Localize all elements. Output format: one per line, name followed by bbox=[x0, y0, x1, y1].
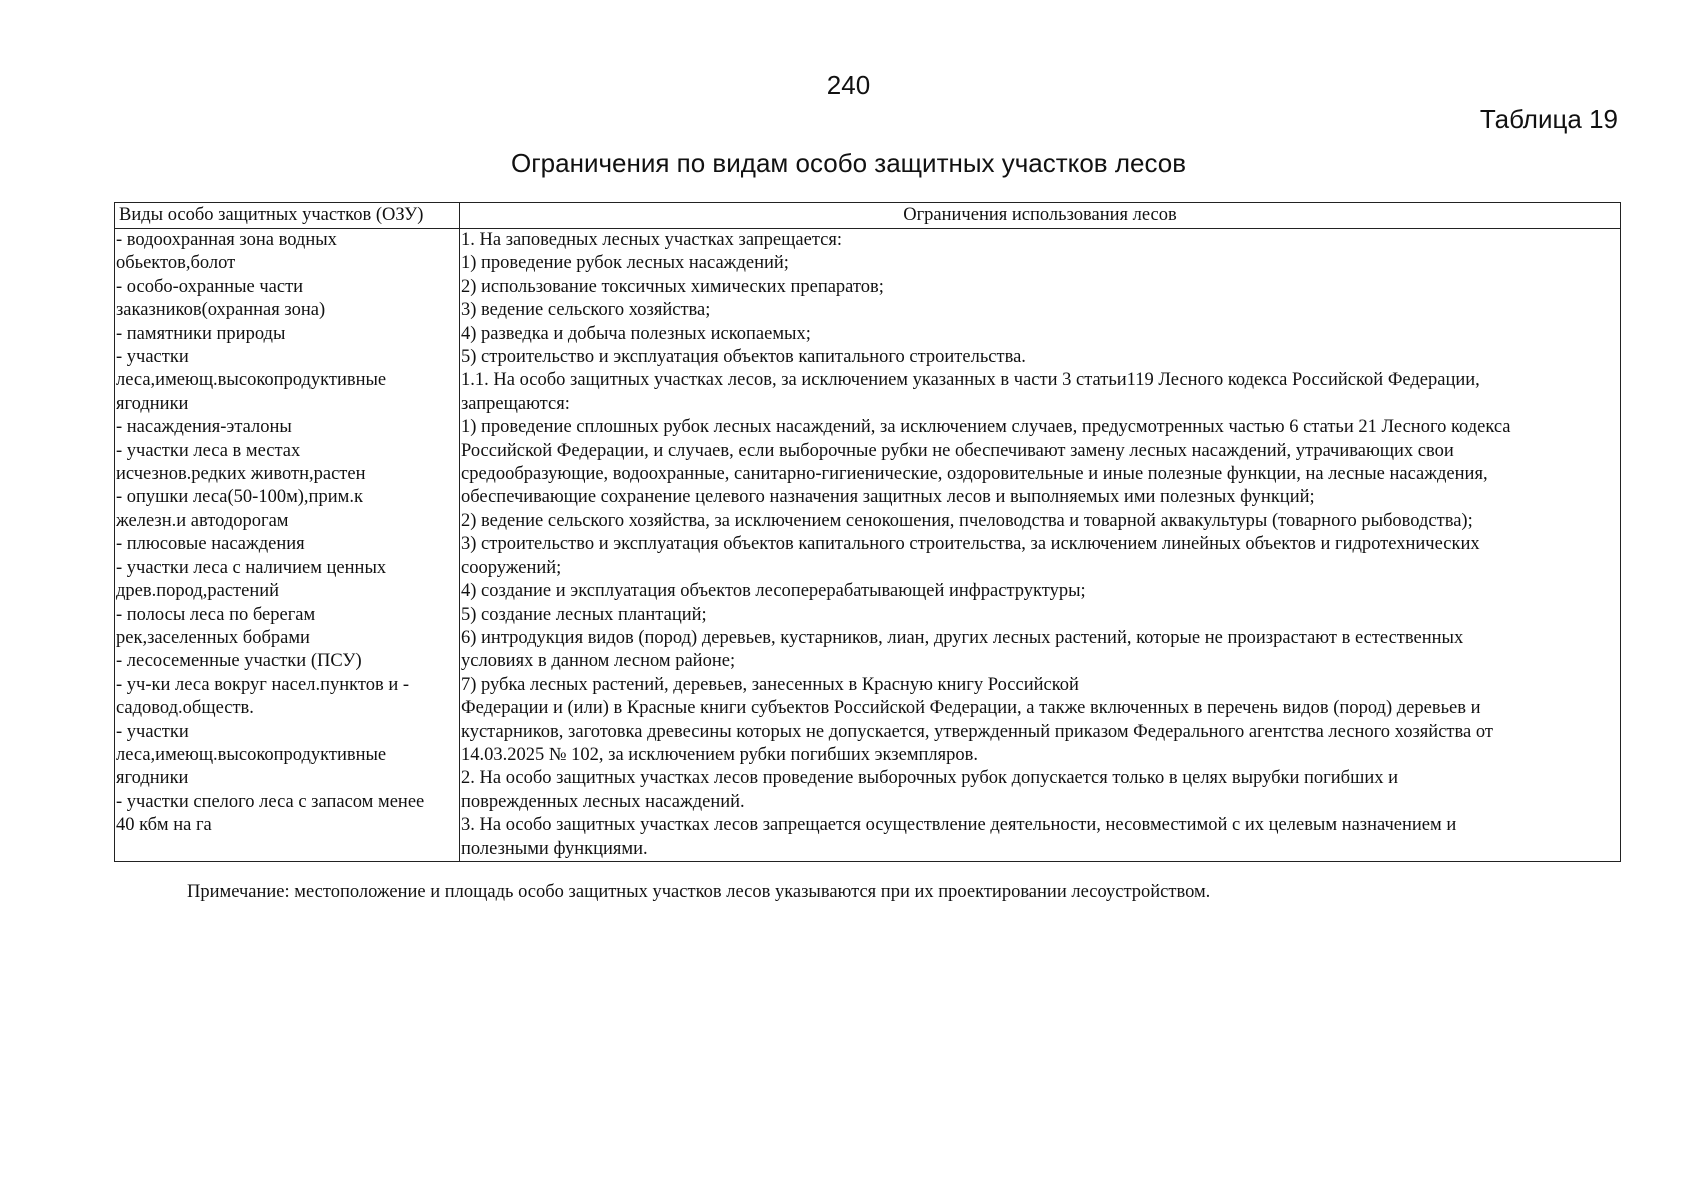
zone-type-line: - водоохранная зона водных bbox=[116, 230, 337, 250]
zone-type-line: - участки bbox=[116, 347, 189, 368]
restriction-line: 7) рубка лесных растений, деревьев, занесенных в Красную книгу Российской bbox=[461, 674, 1079, 695]
restriction-line: 2) ведение сельского хозяйства, за исключением сенокошения, пчеловодства и товарной аквакультуры (товарного рыбоводства); bbox=[461, 510, 1473, 531]
restriction-line: 1.1. На особо защитных участках лесов, за исключением указанных в части 3 статьи119 Лесного кодекса Российской Федерации, bbox=[461, 370, 1480, 391]
restriction-line: полезными функциями. bbox=[461, 838, 648, 859]
zone-type-line: садовод.обществ. bbox=[116, 698, 254, 719]
restriction-line: запрещаются: bbox=[461, 393, 570, 414]
zone-type-line: - опушки леса(50-100м),прим.к bbox=[116, 487, 363, 508]
restriction-line: средообразующие, водоохранные, санитарно-гигиенические, оздоровительные и иные полезные функции, на лесные насаждения, bbox=[461, 464, 1488, 485]
zone-type-line: ягодники bbox=[116, 393, 189, 414]
restrictions-table bbox=[114, 202, 1621, 862]
header-restrictions: Ограничения использования лесов bbox=[460, 203, 1621, 229]
page-number: 240 bbox=[826, 70, 871, 100]
restriction-line: 3) ведение сельского хозяйства; bbox=[461, 300, 711, 321]
restriction-line: 1. На заповедных лесных участках запрещается: bbox=[461, 230, 842, 250]
zone-type-line: - участки bbox=[116, 721, 189, 742]
document-title: Ограничения по видам особо защитных участков лесов bbox=[510, 148, 1187, 178]
restriction-line: поврежденных лесных насаждений. bbox=[461, 791, 745, 812]
restriction-line: условиях в данном лесном районе; bbox=[461, 651, 736, 672]
zone-type-line: - особо-охранные части bbox=[116, 276, 304, 297]
restriction-line: Федерации и (или) в Красные книги субъектов Российской Федерации, а также включенных в перечень видов (пород) деревьев и bbox=[461, 698, 1481, 719]
zone-type-line: - уч-ки леса вокруг насел.пунктов и - bbox=[116, 674, 410, 695]
zone-type-line: леса,имеющ.высокопродуктивные bbox=[116, 370, 387, 391]
zone-type-line: обьектов,болот bbox=[116, 253, 236, 274]
zone-type-line: - плюсовые насаждения bbox=[116, 534, 305, 555]
zone-type-line: - памятники природы bbox=[116, 323, 286, 344]
zone-type-line: - лесосеменные участки (ПСУ) bbox=[116, 651, 362, 672]
zone-type-line: ягодники bbox=[116, 768, 189, 789]
restriction-line: обеспечивающие сохранение целевого назначения защитных лесов и выполняемых ими полезных функций; bbox=[461, 487, 1315, 508]
table-header-row bbox=[115, 203, 1621, 229]
zone-type-line: - участки леса в местах bbox=[116, 440, 301, 461]
restriction-line: 4) разведка и добыча полезных ископаемых; bbox=[461, 323, 811, 344]
zone-type-line: 40 кбм на га bbox=[116, 815, 212, 836]
zone-type-line: леса,имеющ.высокопродуктивные bbox=[116, 744, 387, 765]
restriction-line: 4) создание и эксплуатация объектов лесоперерабатывающей инфраструктуры; bbox=[461, 581, 1086, 602]
restrictions-cell bbox=[460, 229, 1621, 862]
restriction-line: 5) строительство и эксплуатация объектов капитального строительства. bbox=[461, 347, 1026, 368]
restriction-line: сооружений; bbox=[461, 557, 562, 578]
restriction-line: 6) интродукция видов (пород) деревьев, кустарников, лиан, других лесных растений, которые не произрастают в естественных bbox=[461, 627, 1464, 648]
zone-type-line: рек,заселенных бобрами bbox=[116, 627, 310, 648]
restriction-line: 2) использование токсичных химических препаратов; bbox=[461, 276, 884, 297]
zone-type-line: - полосы леса по берегам bbox=[116, 604, 316, 625]
zone-type-line: - участки леса с наличием ценных bbox=[116, 557, 387, 578]
zone-type-line: - участки спелого леса с запасом менее bbox=[116, 791, 425, 812]
zone-type-line: древ.пород,растений bbox=[116, 581, 280, 602]
header-zone-types: Виды особо защитных участков (ОЗУ) bbox=[115, 203, 460, 229]
restriction-line: Российской Федерации, и случаев, если выборочные рубки не обеспечивают замену лесных насаждений, утрачивающих свои bbox=[461, 440, 1454, 461]
restriction-line: кустарников, заготовка древесины которых не допускается, утвержденный приказом Федерального агентства лесного хозяйства от bbox=[461, 721, 1493, 742]
zone-type-line: - насаждения-эталоны bbox=[116, 417, 292, 438]
restriction-line: 5) создание лесных плантаций; bbox=[461, 604, 707, 625]
table-row bbox=[115, 229, 1621, 862]
zone-type-line: заказников(охранная зона) bbox=[116, 300, 326, 321]
footnote: Примечание: местоположение и площадь особо защитных участков лесов указываются при их проектировании лесоустройством. bbox=[187, 882, 1211, 902]
zone-type-line: исчезнов.редких животн,растен bbox=[116, 464, 366, 485]
zone-types-cell bbox=[115, 229, 460, 862]
restriction-line: 1) проведение рубок лесных насаждений; bbox=[461, 253, 789, 274]
zone-type-line: железн.и автодорогам bbox=[116, 510, 289, 531]
table-label: Таблица 19 bbox=[1479, 104, 1618, 134]
restriction-line: 14.03.2025 № 102, за исключением рубки погибших экземпляров. bbox=[461, 744, 979, 765]
restriction-line: 1) проведение сплошных рубок лесных насаждений, за исключением случаев, предусмотренных частью 6 статьи 21 Лесного кодекса bbox=[461, 417, 1511, 438]
restriction-line: 2. На особо защитных участках лесов проведение выборочных рубок допускается только в целях вырубки погибших и bbox=[461, 768, 1399, 789]
restriction-line: 3. На особо защитных участках лесов запрещается осуществление деятельности, несовместимой с их целевым назначением и bbox=[461, 815, 1457, 836]
restriction-line: 3) строительство и эксплуатация объектов капитального строительства, за исключением линейных объектов и гидротехнических bbox=[461, 534, 1480, 555]
